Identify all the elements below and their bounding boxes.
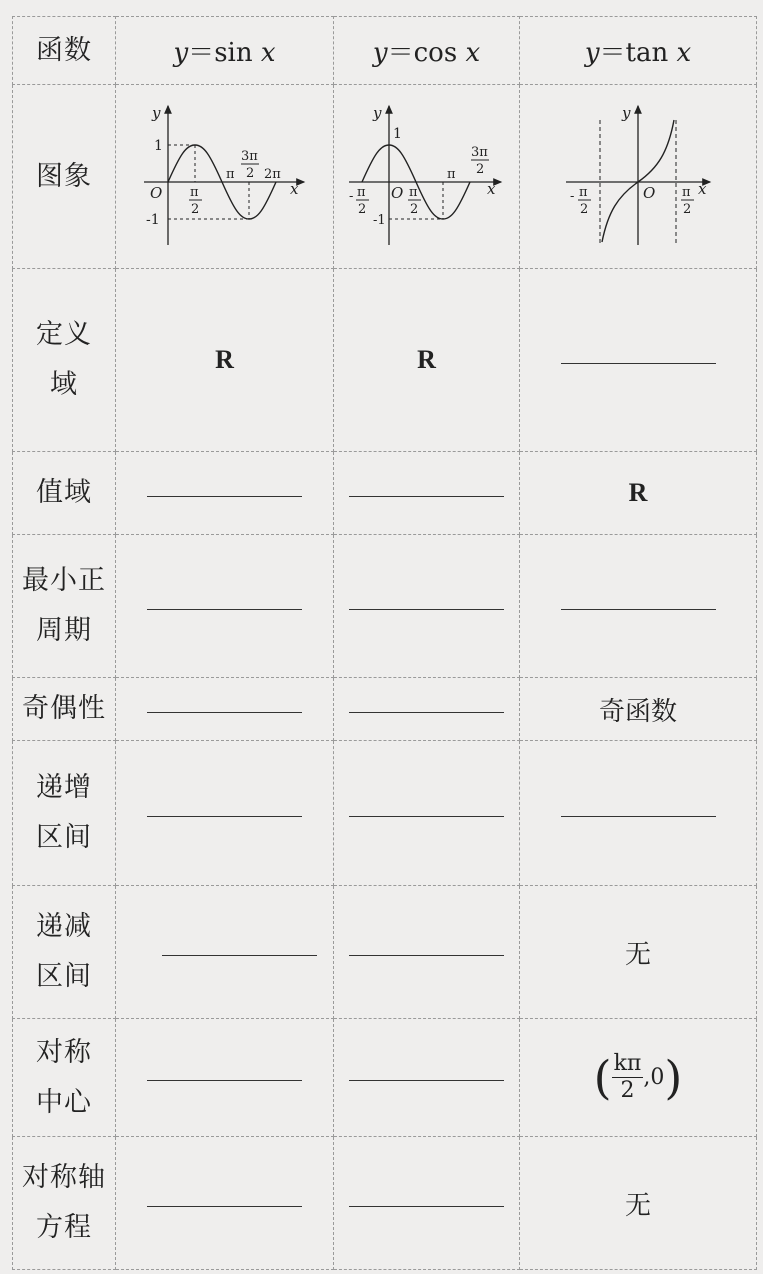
period-cos-blank[interactable] xyxy=(349,605,504,610)
center-label-cell xyxy=(13,1019,116,1137)
tan-x-label: x xyxy=(698,179,707,198)
sin-graph xyxy=(140,100,310,250)
cos-one-label: 1 xyxy=(392,125,402,142)
cos-neg-sign: - xyxy=(348,188,353,204)
cos-graph xyxy=(347,100,507,250)
cos-graph-cell xyxy=(334,85,520,269)
cos-x-label: x xyxy=(486,179,495,198)
sin-x-label: x xyxy=(289,179,298,198)
range-tan-cell xyxy=(520,452,757,535)
axis-cos-cell xyxy=(334,1137,520,1270)
domain-sin-cell xyxy=(116,269,334,452)
tan-header-name: tan xyxy=(625,38,669,68)
range-cos-blank[interactable] xyxy=(349,492,504,497)
domain-cos-cell xyxy=(334,269,520,452)
header-cos-cell xyxy=(334,17,520,85)
graph-label-cell xyxy=(13,85,116,269)
axis-sin-cell xyxy=(116,1137,334,1270)
header-label: 函数 xyxy=(36,34,92,66)
axis-row xyxy=(13,1137,757,1270)
axis-cos-blank[interactable] xyxy=(349,1202,504,1207)
cos-three-half-num: 3π xyxy=(470,144,488,160)
domain-tan-cell xyxy=(520,269,757,452)
sin-three-half-den: 2 xyxy=(245,165,254,181)
decreasing-row xyxy=(13,886,757,1019)
period-cos-cell xyxy=(334,535,520,678)
period-row xyxy=(13,535,757,678)
sin-y-label: y xyxy=(151,103,160,122)
increasing-tan-blank[interactable] xyxy=(561,812,716,817)
tan-y-label: y xyxy=(622,103,631,122)
sin-graph-cell xyxy=(116,85,334,269)
parity-tan-cell xyxy=(520,678,757,741)
frac-denominator: 2 xyxy=(620,1078,635,1103)
cos-header-name: cos xyxy=(413,38,458,68)
cos-neg-half-den: 2 xyxy=(357,201,366,217)
cos-header-var: x xyxy=(465,38,481,68)
decreasing-cos-cell xyxy=(334,886,520,1019)
period-label-cell xyxy=(13,535,116,678)
increasing-tan-cell xyxy=(520,741,757,886)
tan-neg-half-den: 2 xyxy=(580,201,589,217)
tan-header-y: y xyxy=(584,38,600,68)
center-sin-cell xyxy=(116,1019,334,1137)
center-row xyxy=(13,1019,757,1137)
decreasing-sin-blank[interactable] xyxy=(162,951,317,956)
range-tan-value: R xyxy=(628,478,648,507)
axis-tan-cell xyxy=(520,1137,757,1270)
center-label: 对称中心 xyxy=(36,1036,92,1118)
tan-half-pi-num: π xyxy=(682,184,691,200)
parity-sin-cell xyxy=(116,678,334,741)
domain-cos-value: R xyxy=(417,345,436,374)
range-sin-cell xyxy=(116,452,334,535)
range-row xyxy=(13,452,757,535)
period-label: 最小正周期 xyxy=(22,565,106,646)
domain-label: 定义域 xyxy=(36,319,92,400)
graph-label: 图象 xyxy=(36,160,92,192)
increasing-cos-cell xyxy=(334,741,520,886)
graph-row xyxy=(13,85,757,269)
table-grid xyxy=(12,16,757,1270)
range-label-cell xyxy=(13,452,116,535)
sin-header-name: sin xyxy=(214,38,253,68)
tan-origin-label: O xyxy=(643,183,656,202)
sin-header-var: x xyxy=(260,38,276,68)
header-label-cell xyxy=(13,17,116,85)
sin-one-label: 1 xyxy=(153,137,163,154)
period-tan-cell xyxy=(520,535,757,678)
header-row xyxy=(13,17,757,85)
sin-half-pi-num: π xyxy=(189,184,199,200)
axis-label-cell xyxy=(13,1137,116,1270)
axis-tan-value: 无 xyxy=(624,1190,651,1221)
sin-two-pi-label: 2π xyxy=(263,166,281,182)
increasing-sin-blank[interactable] xyxy=(147,812,302,817)
range-label: 值域 xyxy=(36,477,92,508)
parity-cos-blank[interactable] xyxy=(349,708,504,713)
sin-three-half-num: 3π xyxy=(240,148,258,164)
cos-neg-one-label: -1 xyxy=(372,212,386,228)
tan-neg-half-num: π xyxy=(579,184,588,200)
tan-graph-cell xyxy=(520,85,757,269)
cos-header xyxy=(373,38,480,68)
frac-tail: ,0 xyxy=(643,1065,665,1090)
period-sin-cell xyxy=(116,535,334,678)
sin-origin-label: O xyxy=(149,183,162,202)
sin-header xyxy=(173,38,275,68)
sin-header-eq: ＝ xyxy=(188,38,215,68)
cos-neg-half-num: π xyxy=(356,184,366,200)
decreasing-cos-blank[interactable] xyxy=(349,951,504,956)
domain-sin-value: R xyxy=(215,345,234,374)
cos-pi-label: π xyxy=(446,166,456,182)
function-properties-table xyxy=(12,16,756,1269)
increasing-label: 递增区间 xyxy=(36,772,92,853)
cos-half-pi-num: π xyxy=(408,184,418,200)
center-cos-cell xyxy=(334,1019,520,1137)
axis-label: 对称轴方程 xyxy=(22,1162,106,1243)
cos-header-eq: ＝ xyxy=(387,38,414,68)
header-tan-cell xyxy=(520,17,757,85)
range-cos-cell xyxy=(334,452,520,535)
parity-cos-cell xyxy=(334,678,520,741)
tan-header xyxy=(585,38,691,68)
sin-half-pi-den: 2 xyxy=(190,201,199,217)
decreasing-tan-value: 无 xyxy=(624,939,651,970)
parity-label-cell xyxy=(13,678,116,741)
sin-neg-one-label: -1 xyxy=(145,211,160,228)
cos-y-label: y xyxy=(372,103,381,122)
parity-label: 奇偶性 xyxy=(22,693,106,724)
right-paren: ) xyxy=(664,1050,683,1105)
parity-row xyxy=(13,678,757,741)
left-paren: ( xyxy=(593,1050,612,1105)
cos-header-y: y xyxy=(372,38,388,68)
cos-half-pi-den: 2 xyxy=(409,201,418,217)
tan-header-var: x xyxy=(676,38,692,68)
sin-header-y: y xyxy=(173,38,189,68)
increasing-label-cell xyxy=(13,741,116,886)
domain-label-cell xyxy=(13,269,116,452)
increasing-cos-blank[interactable] xyxy=(349,812,504,817)
decreasing-label-cell xyxy=(13,886,116,1019)
cos-origin-label: O xyxy=(390,183,403,202)
parity-sin-blank[interactable] xyxy=(147,708,302,713)
tan-half-pi-den: 2 xyxy=(683,201,692,217)
range-sin-blank[interactable] xyxy=(147,492,302,497)
domain-row xyxy=(13,269,757,452)
tan-header-eq: ＝ xyxy=(599,38,626,68)
increasing-row xyxy=(13,741,757,886)
axis-sin-blank[interactable] xyxy=(147,1202,302,1207)
center-sin-blank[interactable] xyxy=(147,1076,302,1081)
tan-graph xyxy=(558,100,718,250)
frac-numerator: kπ xyxy=(613,1051,642,1076)
center-cos-blank[interactable] xyxy=(349,1076,504,1081)
period-sin-blank[interactable] xyxy=(147,605,302,610)
decreasing-tan-cell xyxy=(520,886,757,1019)
sin-pi-label: π xyxy=(225,166,235,182)
tan-neg-sign: - xyxy=(570,188,575,204)
k-pi-over-2-fraction xyxy=(612,1051,644,1104)
center-tan-cell xyxy=(520,1019,757,1137)
decreasing-label: 递减区间 xyxy=(36,911,92,992)
domain-tan-blank[interactable] xyxy=(561,359,716,364)
parity-tan-value: 奇函数 xyxy=(598,696,677,727)
header-sin-cell xyxy=(116,17,334,85)
cos-three-half-den: 2 xyxy=(475,161,484,177)
increasing-sin-cell xyxy=(116,741,334,886)
period-tan-blank[interactable] xyxy=(561,605,716,610)
decreasing-sin-cell xyxy=(116,886,334,1019)
